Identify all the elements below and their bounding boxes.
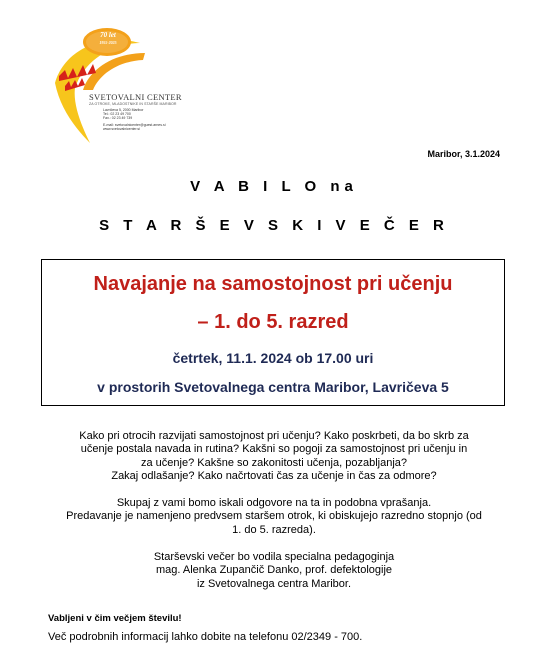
paragraph-questions bbox=[44, 430, 504, 483]
logo bbox=[45, 28, 185, 146]
logo-subtitle: ZA OTROKE, MLADOSTNIKE IN STARŠE MARIBOR bbox=[89, 102, 177, 106]
logo-website: www.svetovalnicenter.si bbox=[103, 127, 140, 131]
event-box bbox=[41, 259, 505, 406]
event-type-title: S T A R Š E V S K I V E Č E R bbox=[99, 217, 449, 234]
logo-address-1: Lavričeva 5, 2000 Maribor bbox=[103, 108, 144, 112]
event-datetime: četrtek, 11.1. 2024 ob 17.00 uri bbox=[172, 350, 374, 366]
paragraph-line: Zakaj odlašanje? Kako načrtovati čas za učenje in čas za odmore? bbox=[111, 469, 437, 482]
paragraph-speaker bbox=[44, 551, 504, 591]
event-location: v prostorih Svetovalnega centra Maribor, Lavričeva 5 bbox=[97, 379, 449, 395]
paragraph-line: Starševski večer bo vodila specialna pedagoginja bbox=[153, 551, 395, 563]
badge-line2: 1955-2025 bbox=[99, 40, 117, 45]
paragraph-audience bbox=[44, 497, 504, 537]
paragraph-line: za učenje? Kakšne so zakonitosti učenja, pozabljanja? bbox=[140, 456, 407, 469]
paragraph-line: 1. do 5. razreda). bbox=[232, 523, 316, 536]
paragraph-line: iz Svetovalnega centra Maribor. bbox=[196, 577, 352, 590]
invitation-title: V A B I L O na bbox=[190, 178, 358, 195]
logo-name: SVETOVALNI CENTER bbox=[89, 92, 182, 102]
paragraph-line: mag. Alenka Zupančič Danko, prof. defektologije bbox=[155, 564, 393, 577]
badge-line1: 70 let bbox=[100, 31, 116, 39]
paragraph-line: Predavanje je namenjeno predvsem staršem otrok, ki obiskujejo razredno stopnjo (od bbox=[66, 510, 482, 523]
logo-address-3: Fax.: 02 23 49 739 bbox=[103, 116, 133, 120]
paragraph-line: učenje postala navada in rutina? Kakšni so pogoji za samostojnost pri učenju in bbox=[80, 443, 468, 456]
document-date: Maribor, 3.1.2024 bbox=[427, 149, 500, 159]
contact-info: Več podrobnih informacij lahko dobite na telefonu 02/2349 - 700. bbox=[48, 631, 363, 643]
event-heading-line2: – 1. do 5. razred bbox=[197, 311, 349, 333]
closing-invitation: Vabljeni v čim večjem številu! bbox=[48, 613, 182, 624]
badge-text bbox=[93, 32, 123, 46]
paragraph-line: Kako pri otrocih razvijati samostojnost pri učenju? Kako poskrbeti, da bo skrb za bbox=[79, 430, 469, 442]
event-heading-line1: Navajanje na samostojnost pri učenju bbox=[93, 273, 453, 295]
logo-address-2: Tel.: 02 23 49 700 bbox=[103, 112, 131, 116]
paragraph-line: Skupaj z vami bomo iskali odgovore na ta in podobna vprašanja. bbox=[116, 497, 432, 509]
logo-email: E-mail: svetovalnicenter@guest.arnes.si bbox=[103, 123, 166, 127]
